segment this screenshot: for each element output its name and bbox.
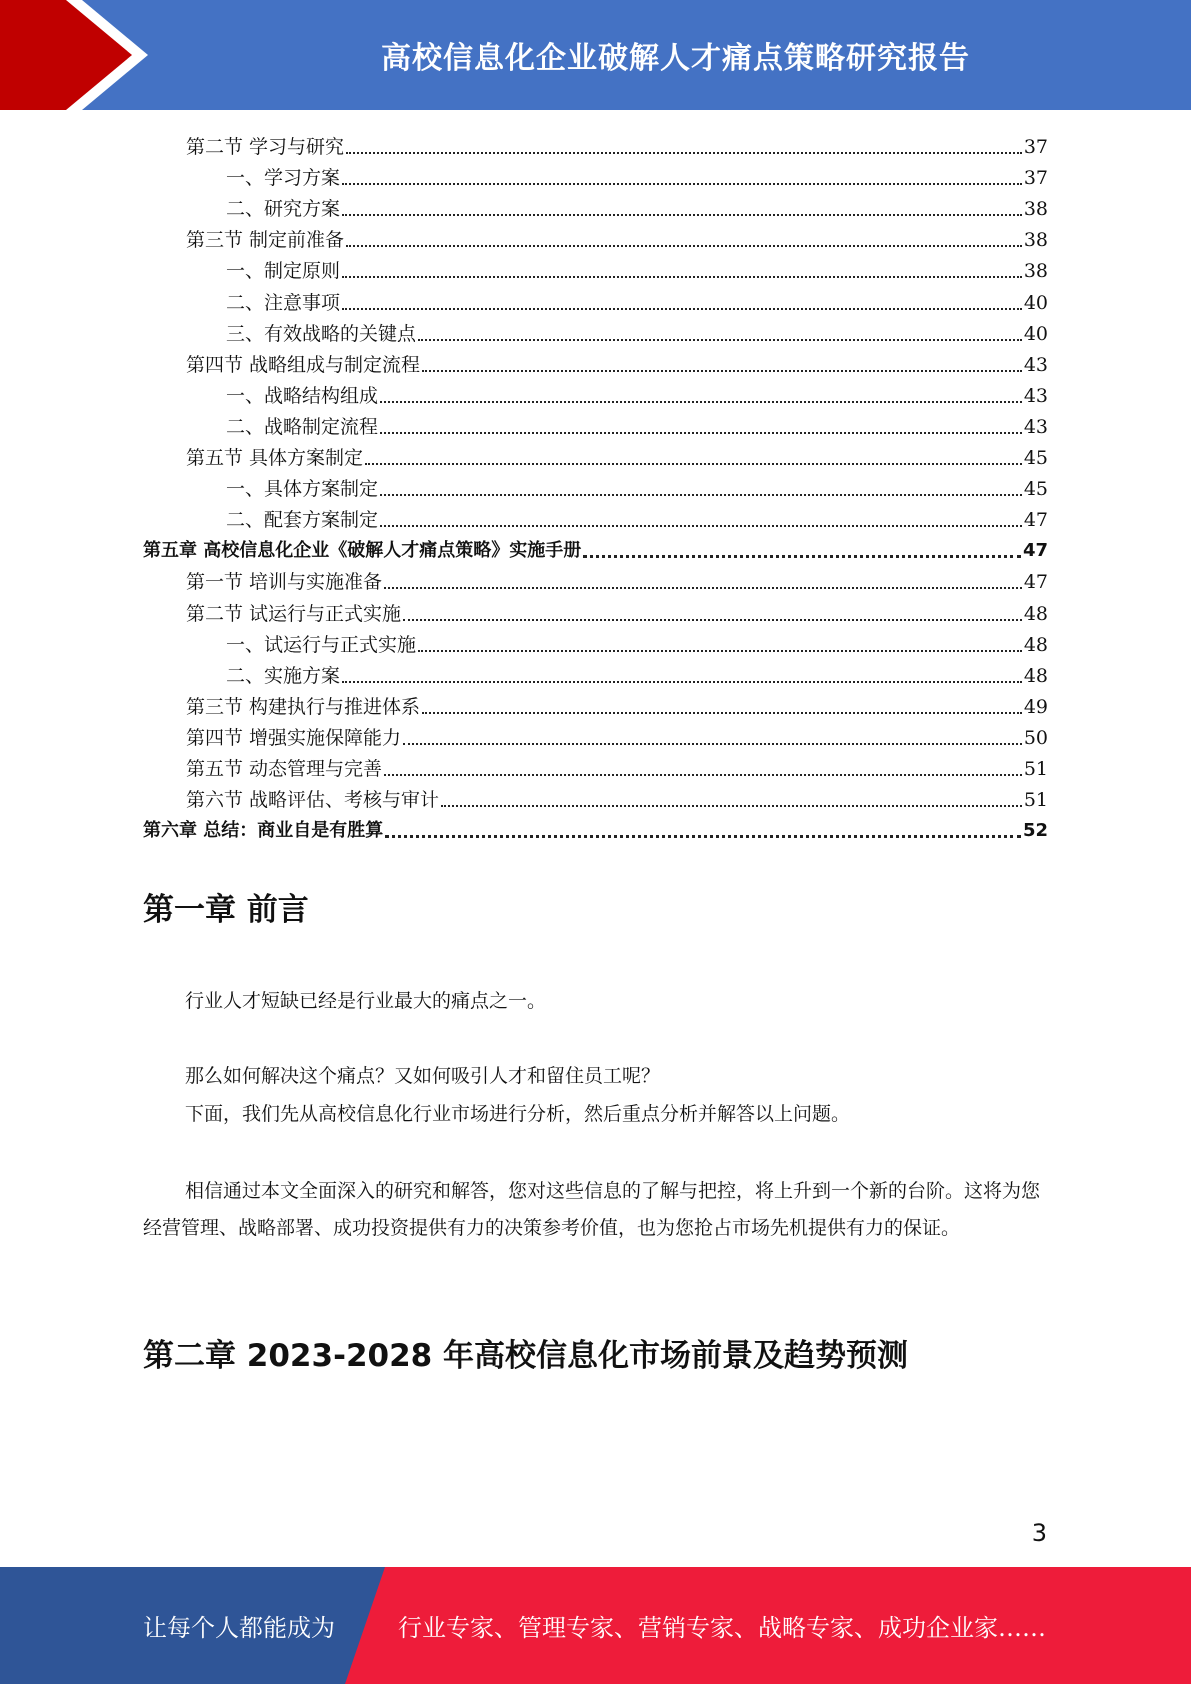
toc-entry[interactable] [186, 346, 1048, 377]
toc-entry-title: 第二节 试运行与正式实施 [186, 602, 402, 625]
toc-entry[interactable] [186, 595, 1048, 626]
header-arrow-decoration [0, 0, 160, 110]
chapter-1-paragraph-4: 相信通过本文全面深入的研究和解答，您对这些信息的了解与把控，将上升到一个新的台阶。这将为您经营管理、战略部署、成功投资提供有力的决策参考价值，也为您抢占市场先机提供有力的保证。 [143, 1180, 1041, 1239]
toc-entry[interactable] [226, 501, 1048, 532]
toc-entry-title: 二、注意事项 [226, 291, 341, 314]
toc-dot-leader [385, 835, 1021, 838]
toc-dot-leader [403, 743, 1022, 745]
toc-dot-leader [342, 276, 1022, 278]
toc-entry-page: 38 [1023, 229, 1048, 252]
toc-dot-leader [418, 650, 1022, 652]
toc-entry-page: 48 [1023, 633, 1048, 656]
toc-entry-title: 一、试运行与正式实施 [226, 633, 417, 656]
toc-entry-title: 第五节 动态管理与完善 [186, 758, 383, 780]
chapter-2-heading: 第二章 2023-2028 年高校信息化市场前景及趋势预测 [143, 1338, 909, 1374]
toc-entry[interactable] [226, 190, 1048, 221]
toc-entry-title: 一、学习方案 [226, 167, 341, 190]
toc-dot-leader [380, 401, 1022, 403]
toc-dot-leader [380, 432, 1022, 434]
toc-entry-page: 51 [1023, 758, 1048, 780]
toc-entry-page: 50 [1023, 726, 1048, 749]
toc-dot-leader [346, 245, 1022, 247]
footer-slogan-left: 让每个人都能成为 [143, 1614, 335, 1642]
toc-entry[interactable] [226, 284, 1048, 315]
toc-dot-leader [342, 308, 1022, 310]
toc-entry[interactable] [186, 688, 1048, 719]
toc-entry[interactable] [226, 626, 1048, 657]
toc-entry[interactable] [186, 128, 1048, 159]
toc-entry-title: 第三节 构建执行与推进体系 [186, 695, 421, 718]
report-title: 高校信息化企业破解人才痛点策略研究报告 [381, 41, 970, 76]
toc-dot-leader [384, 587, 1022, 589]
toc-entry-title: 一、具体方案制定 [226, 478, 379, 501]
toc-entry-page: 49 [1023, 695, 1048, 718]
toc-entry-title: 二、配套方案制定 [226, 509, 379, 532]
chapter-1-paragraph-2: 那么如何解决这个痛点？又如何吸引人才和留住员工呢？ [185, 1065, 661, 1087]
toc-entry-title: 第二节 学习与研究 [186, 136, 345, 158]
toc-entry[interactable] [186, 439, 1048, 470]
toc-dot-leader [346, 152, 1022, 154]
chapter-1-paragraph-1: 行业人才短缺已经是行业最大的痛点之一。 [185, 990, 547, 1012]
toc-entry-page: 37 [1023, 167, 1048, 190]
toc-entry[interactable] [186, 221, 1048, 252]
toc-entry[interactable] [226, 159, 1048, 190]
toc-entry-title: 第五节 具体方案制定 [186, 447, 364, 469]
toc-dot-leader [418, 339, 1022, 341]
toc-entry-page: 52 [1022, 820, 1048, 842]
toc-dot-leader [365, 463, 1022, 465]
toc-entry-page: 45 [1023, 447, 1048, 469]
toc-entry[interactable] [226, 470, 1048, 501]
toc-entry-page: 40 [1023, 322, 1048, 345]
toc-entry-title: 第六节 战略评估、考核与审计 [186, 789, 440, 812]
chapter-1-heading: 第一章 前言 [143, 892, 309, 928]
toc-entry-page: 40 [1023, 291, 1048, 314]
toc-entry-page: 45 [1023, 478, 1048, 501]
toc-dot-leader [342, 214, 1022, 216]
toc-entry[interactable] [226, 377, 1048, 408]
toc-dot-leader [380, 525, 1022, 527]
toc-dot-leader [380, 494, 1022, 496]
toc-entry-page: 48 [1023, 602, 1048, 625]
toc-entry-title: 第三节 制定前准备 [186, 229, 345, 252]
toc-entry-page: 37 [1023, 136, 1048, 158]
toc-dot-leader [342, 183, 1022, 185]
toc-entry-title: 一、战略结构组成 [226, 384, 379, 407]
toc-entry-title: 一、制定原则 [226, 260, 341, 283]
toc-entry-title: 二、战略制定流程 [226, 415, 379, 438]
toc-entry-page: 47 [1022, 540, 1048, 562]
toc-entry-title: 第四节 战略组成与制定流程 [186, 353, 421, 376]
toc-dot-leader [422, 370, 1022, 372]
toc-entry[interactable] [186, 719, 1048, 750]
toc-entry-page: 43 [1023, 353, 1048, 376]
toc-dot-leader [384, 774, 1022, 776]
page-number: 3 [1031, 1519, 1047, 1547]
toc-dot-leader [342, 681, 1022, 683]
toc-entry-page: 38 [1023, 198, 1048, 221]
toc-entry-title: 第一节 培训与实施准备 [186, 571, 383, 594]
page-header [0, 0, 1191, 110]
toc-entry-title: 第四节 增强实施保障能力 [186, 726, 402, 749]
toc-entry[interactable] [226, 657, 1048, 688]
toc-dot-leader [441, 805, 1022, 807]
toc-entry-title: 三、有效战略的关键点 [226, 322, 417, 345]
toc-entry-title: 二、实施方案 [226, 664, 341, 687]
toc-entry-page: 47 [1023, 509, 1048, 532]
toc-entry-page: 51 [1023, 789, 1048, 812]
chapter-1-paragraph-3: 下面，我们先从高校信息化行业市场进行分析，然后重点分析并解答以上问题。 [185, 1103, 851, 1125]
page-footer [0, 1567, 1191, 1684]
toc-entry[interactable] [186, 781, 1048, 812]
toc-entry[interactable] [143, 532, 1048, 563]
toc-entry-title: 第六章 总结：商业自是有胜算 [143, 820, 384, 842]
toc-entry[interactable] [143, 812, 1048, 843]
toc-entry[interactable] [186, 750, 1048, 781]
toc-entry-page: 43 [1023, 384, 1048, 407]
toc-entry-title: 二、研究方案 [226, 198, 341, 221]
toc-entry[interactable] [226, 252, 1048, 283]
footer-slogan-right: 行业专家、管理专家、营销专家、战略专家、成功企业家…… [398, 1614, 1046, 1642]
toc-dot-leader [403, 619, 1022, 621]
toc-entry[interactable] [226, 408, 1048, 439]
toc-entry-title: 第五章 高校信息化企业《破解人才痛点策略》实施手册 [143, 540, 582, 562]
toc-entry-page: 47 [1023, 571, 1048, 594]
toc-entry-page: 48 [1023, 664, 1048, 687]
toc-entry-page: 38 [1023, 260, 1048, 283]
toc-entry[interactable] [186, 563, 1048, 594]
toc-dot-leader [583, 555, 1021, 558]
toc-dot-leader [422, 712, 1022, 714]
toc-entry-page: 43 [1023, 415, 1048, 438]
toc-entry[interactable] [226, 315, 1048, 346]
